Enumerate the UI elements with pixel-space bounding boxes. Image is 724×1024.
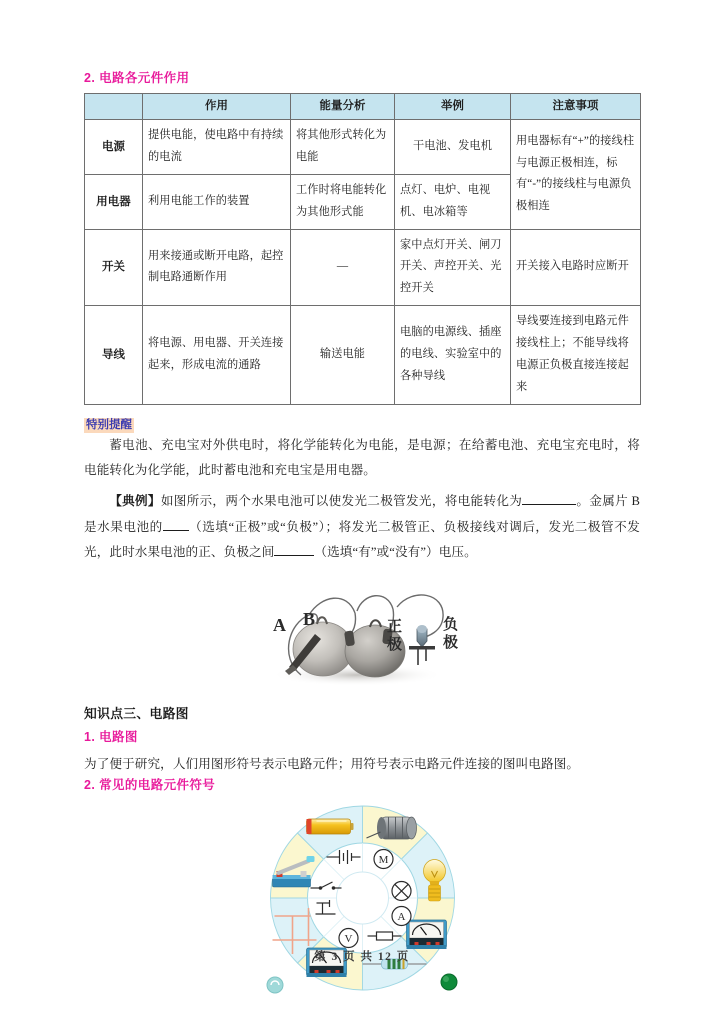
- example-blank-3: [274, 555, 314, 556]
- svg-text:M: M: [378, 853, 388, 866]
- wheel-decor-teal-button: [267, 977, 283, 993]
- example-text-3: （选填“正极”或“负极”）；将发光二极管正、负极接线对调后，发光二极管不发光，此时水果电池的正、负极之间: [84, 519, 640, 559]
- cell-example-switch: 家中点灯开关、闸刀开关、声控开关、光控开关: [395, 229, 511, 306]
- lamp-symbol: [392, 881, 411, 900]
- table-col-header-energy: 能量分析: [291, 94, 395, 120]
- cell-energy-wire: 输送电能: [291, 306, 395, 404]
- cell-example-appliance: 点灯、电炉、电视机、电冰箱等: [395, 174, 511, 229]
- table-col-header-blank: [85, 94, 143, 120]
- fruit-label-a: A: [273, 614, 286, 635]
- table-row: [85, 120, 641, 175]
- special-tip-label: 特别提醒: [84, 418, 134, 434]
- table-col-header-note: 注意事项: [511, 94, 641, 120]
- row-name-switch: 开关: [85, 229, 143, 306]
- example-text-4: （选填“有”或“没有”）电压。: [314, 544, 477, 559]
- dry-cell-photo: [306, 819, 353, 834]
- page-content: [84, 70, 640, 1002]
- table-col-header-example: 举例: [395, 94, 511, 120]
- special-tip-body: 蓄电池、充电宝对外供电时，将化学能转化为电能，是电源；在给蓄电池、充电宝充电时，将电能转化为化学能，此时蓄电池和充电宝是用电器。: [84, 438, 640, 478]
- subheading-common-symbols: 2. 常见的电路元件符号: [84, 778, 216, 793]
- example-paragraph: [84, 489, 640, 565]
- svg-text:A: A: [397, 910, 405, 923]
- cell-note-wire: 导线要连接到电路元件接线柱上；不能导线将电源正负极直接连接起来: [511, 306, 641, 404]
- cell-energy-power-source: 将其他形式转化为电能: [291, 120, 395, 175]
- ammeter-symbol-A: [392, 906, 411, 925]
- table-row: [85, 229, 641, 306]
- knowledge-point-heading: 知识点三、电路图: [84, 705, 189, 721]
- motor-symbol-M: [374, 849, 393, 868]
- cell-energy-switch: —: [291, 229, 395, 306]
- cell-function-appliance: 利用电能工作的装置: [143, 174, 291, 229]
- section-heading: 2. 电路各元件作用: [84, 71, 190, 85]
- cell-example-wire: 电脑的电源线、插座的电线、实验室中的各种导线: [395, 306, 511, 404]
- fruit-label-negative-2: 极: [443, 633, 459, 651]
- circuit-symbol-wheel-figure: [255, 802, 470, 1002]
- example-text-2: 。金属片 B 是水果电池的: [84, 494, 640, 534]
- table-col-header-function: 作用: [143, 94, 291, 120]
- row-name-power-source: 电源: [85, 120, 143, 175]
- component-function-table: [84, 93, 641, 404]
- row-name-appliance: 用电器: [85, 174, 143, 229]
- cell-example-power-source: 干电池、发电机: [395, 120, 511, 175]
- cell-function-wire: 将电源、用电器、开关连接起来，形成电流的通路: [143, 306, 291, 404]
- cell-note-switch: 开关接入电路时应断开: [511, 229, 641, 306]
- fruit-battery-illustration: [237, 579, 487, 687]
- table-header-row: [85, 94, 641, 120]
- cell-energy-appliance: 工作时将电能转化为其他形式能: [291, 174, 395, 229]
- row-name-wire: 导线: [85, 306, 143, 404]
- fruit-battery-figure: [237, 579, 487, 687]
- voltmeter-symbol-V: [339, 928, 358, 947]
- example-blank-2: [163, 530, 189, 531]
- circuit-diagram-definition: 为了便于研究，人们用图形符号表示电路元件；用符号表示电路元件连接的图叫电路图。: [84, 757, 580, 772]
- table-row: [85, 306, 641, 404]
- fruit-label-b: B: [303, 608, 316, 629]
- circuit-symbol-wheel: [255, 802, 470, 1002]
- fruit-label-negative-1: 负: [443, 615, 459, 633]
- special-tip-block: [84, 415, 640, 484]
- page-footer: 第 3 页 共 12 页: [314, 951, 410, 963]
- example-blank-1: [522, 504, 576, 505]
- cell-function-power-source: 提供电能，使电路中有持续的电流: [143, 120, 291, 175]
- cell-note-power-source: 用电器标有“+”的接线柱与电源正极相连，标有“-”的接线柱与电源负极相连: [511, 120, 641, 229]
- ammeter-photo: [406, 920, 446, 949]
- cell-function-switch: 用来接通或断开电路，起控制电路通断作用: [143, 229, 291, 306]
- fruit-label-positive-1: 正: [387, 617, 403, 635]
- svg-text:V: V: [344, 932, 352, 945]
- fruit-label-positive-2: 极: [387, 635, 403, 653]
- subheading-circuit-diagram: 1. 电路图: [84, 729, 138, 744]
- example-text-1: 如图所示，两个水果电池可以使发光二极管发光，将电能转化为: [160, 494, 523, 509]
- wheel-decor-green-button: [441, 974, 457, 990]
- example-tag: 【典例】: [109, 494, 161, 509]
